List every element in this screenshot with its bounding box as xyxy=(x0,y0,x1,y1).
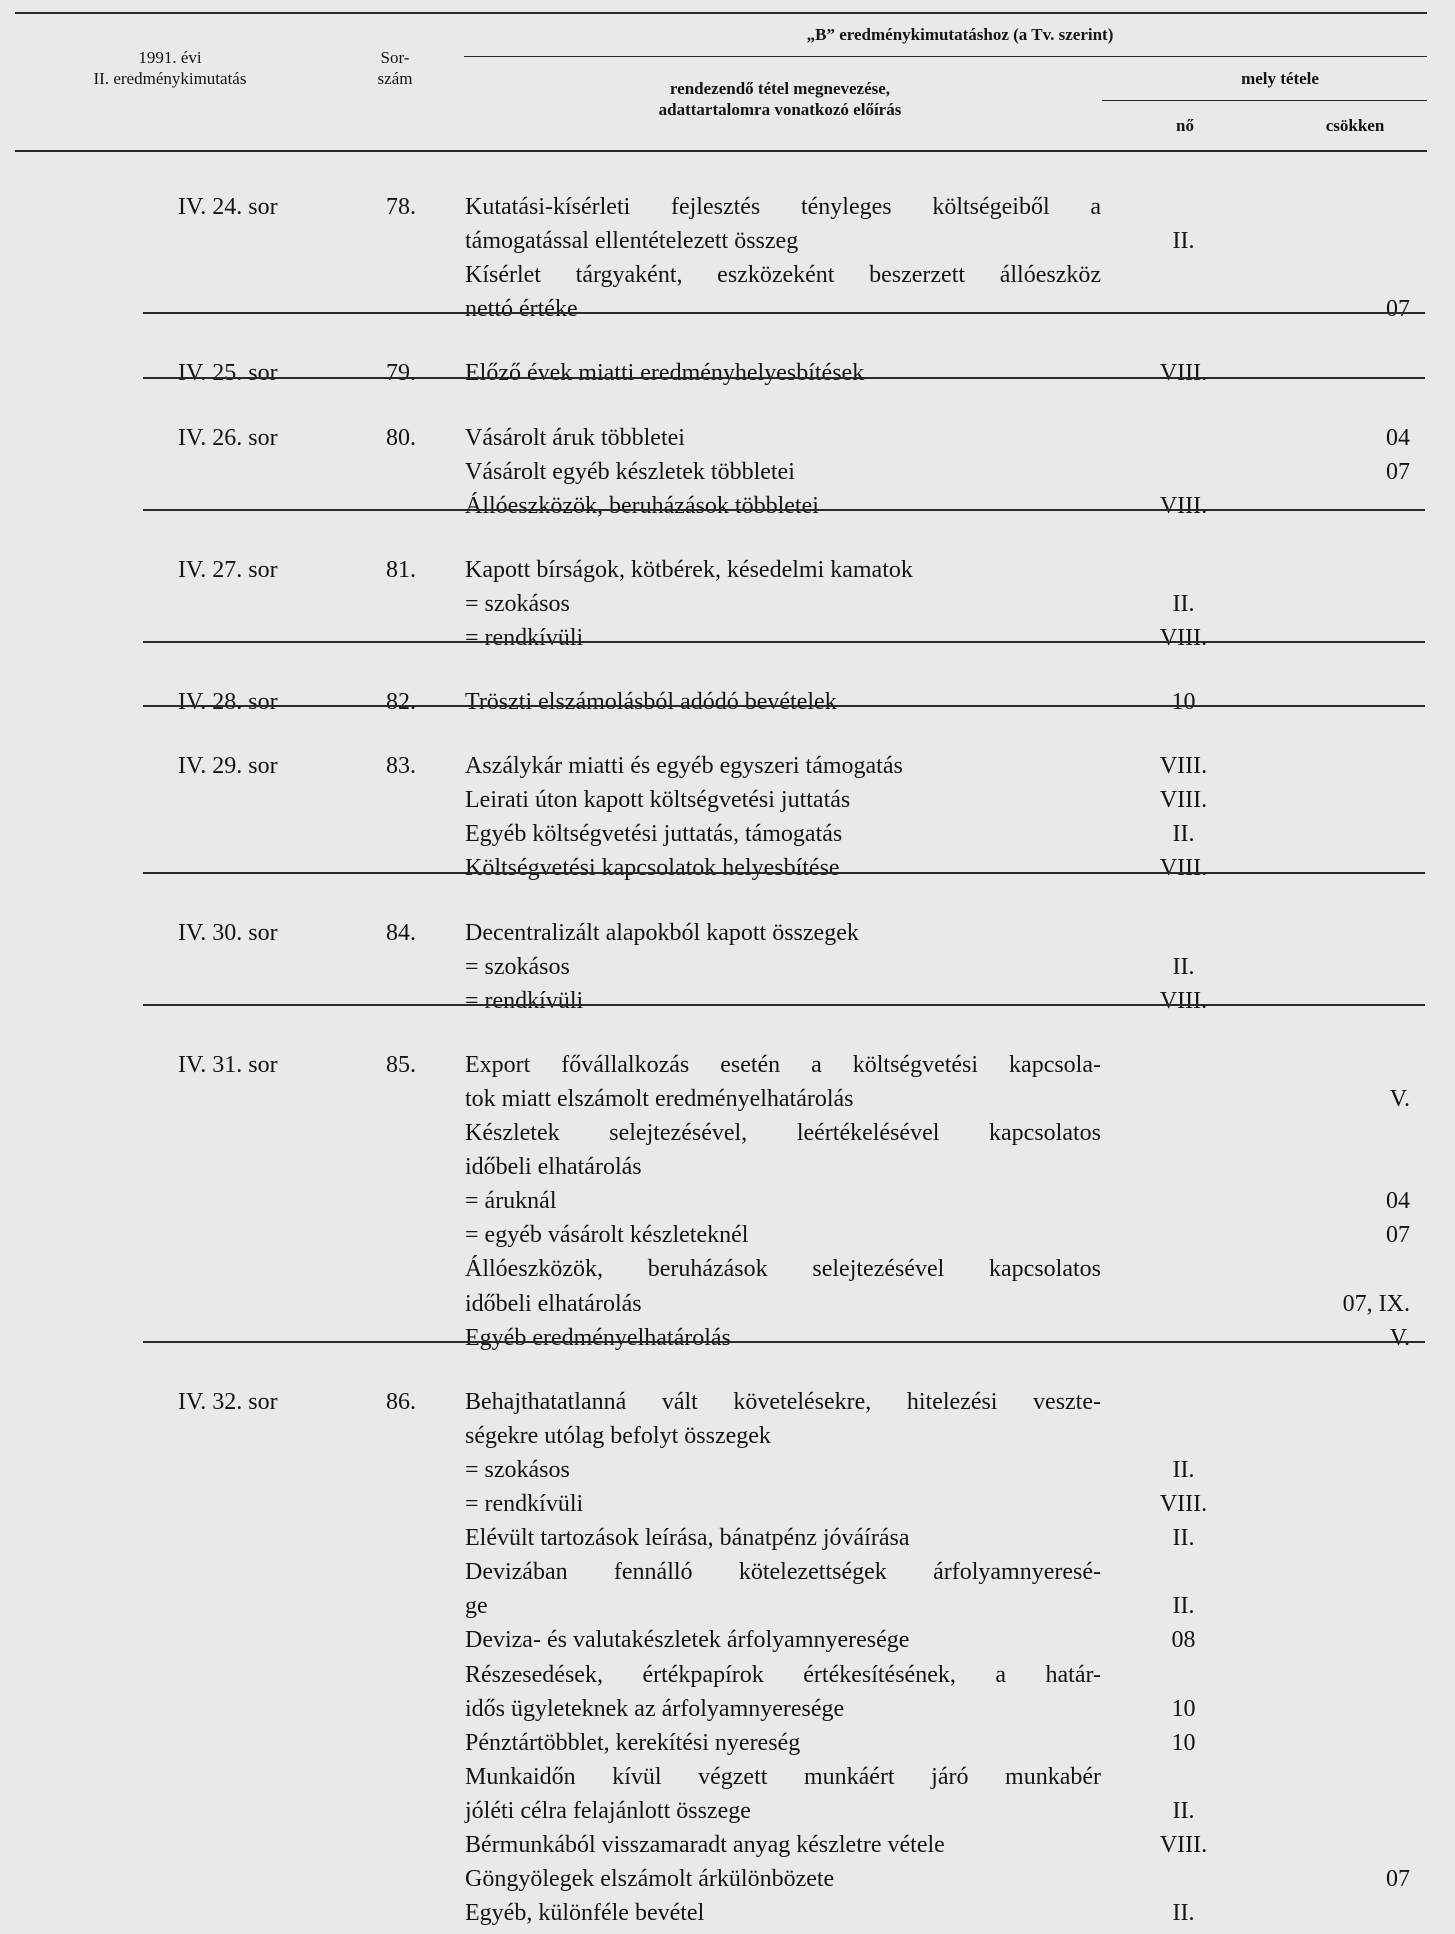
item-description: Készletek selejtezésével, leértékelésével kapcsolatos xyxy=(465,1120,1101,1147)
no-value: II. xyxy=(1172,1456,1195,1483)
item-description: Export fővállalkozás esetén a költségvetési kapcsola- xyxy=(465,1051,1101,1078)
csokken-value: 07 xyxy=(1386,1222,1410,1249)
table-row xyxy=(0,1154,1455,1188)
table-row xyxy=(0,1389,1455,1423)
row-number: 81. xyxy=(386,556,416,583)
no-value: II. xyxy=(1172,228,1195,255)
table-row xyxy=(0,1798,1455,1832)
no-value: 10 xyxy=(1171,1729,1196,1756)
item-description: Leirati úton kapott költségvetési juttatás xyxy=(465,787,851,814)
group-separator-rule xyxy=(143,705,1425,707)
row-number: 86. xyxy=(386,1388,416,1415)
item-description: Göngyölegek elszámolt árkülönbözete xyxy=(465,1866,835,1893)
item-description: = áruknál xyxy=(465,1188,557,1215)
item-description: Kapott bírságok, kötbérek, késedelmi kamatok xyxy=(465,556,913,583)
group-separator-rule xyxy=(143,509,1425,511)
item-description: Deviza- és valutakészletek árfolyamnyeresége xyxy=(465,1627,910,1654)
no-value: II. xyxy=(1172,1593,1195,1620)
group-separator-rule xyxy=(143,1341,1425,1343)
table-row xyxy=(0,1291,1455,1325)
table-row xyxy=(0,1900,1455,1934)
table-row xyxy=(0,1866,1455,1900)
table-row xyxy=(0,1696,1455,1730)
header-rule-b-title xyxy=(464,56,1427,57)
header-col3 xyxy=(560,78,1000,120)
table-row xyxy=(0,591,1455,625)
no-value: 08 xyxy=(1171,1627,1196,1654)
header-col3-line1: rendezendő tétel megnevezése, xyxy=(669,79,891,98)
table-row xyxy=(0,1832,1455,1866)
group-separator-rule xyxy=(143,872,1425,874)
row-reference: IV. 25. sor xyxy=(178,360,278,387)
item-description: időbeli elhatárolás xyxy=(465,1290,642,1317)
csokken-value: 07 xyxy=(1386,1866,1410,1893)
table-row xyxy=(0,787,1455,821)
csokken-value: 04 xyxy=(1386,424,1410,451)
csokken-value: 04 xyxy=(1386,1188,1410,1215)
table-row xyxy=(0,954,1455,988)
table-row xyxy=(0,1423,1455,1457)
table-row xyxy=(0,459,1455,493)
item-description: idős ügyleteknek az árfolyamnyeresége xyxy=(465,1695,845,1722)
item-description: nettó értéke xyxy=(465,296,578,323)
csokken-value: 07 xyxy=(1386,296,1410,323)
item-description: Kutatási-kísérleti fejlesztés tényleges költségeiből a xyxy=(465,194,1101,220)
no-value: VIII. xyxy=(1159,787,1208,814)
header-col2-line1: Sor- xyxy=(380,48,410,67)
no-value: VIII. xyxy=(1159,987,1208,1014)
table-row xyxy=(0,1222,1455,1256)
group-separator-rule xyxy=(143,312,1425,314)
table-row xyxy=(0,262,1455,296)
item-description: Vásárolt áruk többletei xyxy=(465,424,685,451)
item-description: Kísérlet tárgyaként, eszközeként beszerzett állóeszköz xyxy=(465,262,1101,289)
no-value: VIII. xyxy=(1159,855,1208,882)
row-number: 83. xyxy=(386,753,416,780)
no-value: VIII. xyxy=(1159,1832,1208,1859)
item-description: Decentralizált alapokból kapott összegek xyxy=(465,919,859,946)
table-row xyxy=(0,1491,1455,1525)
table-row xyxy=(0,1730,1455,1764)
table-row xyxy=(0,1559,1455,1593)
header-col1-line1: 1991. évi xyxy=(138,48,202,67)
item-description: Költségvetési kapcsolatok helyesbítése xyxy=(465,855,840,882)
no-value: 10 xyxy=(1171,689,1196,716)
table-row xyxy=(0,821,1455,855)
item-description: Vásárolt egyéb készletek többletei xyxy=(465,458,795,485)
table-row xyxy=(0,1764,1455,1798)
top-rule xyxy=(15,12,1427,14)
item-description: Behajthatatlanná vált követelésekre, hitelezési veszte- xyxy=(465,1388,1101,1415)
item-description: = szokásos xyxy=(465,1456,570,1483)
no-value: II. xyxy=(1172,590,1195,617)
row-number: 80. xyxy=(386,424,416,451)
no-value: II. xyxy=(1172,953,1195,980)
no-value: II. xyxy=(1172,1525,1195,1552)
header-bottom-rule xyxy=(15,150,1427,152)
table-row xyxy=(0,1627,1455,1661)
no-value: 10 xyxy=(1171,1695,1196,1722)
table-row xyxy=(0,753,1455,787)
item-description: tok miatt elszámolt eredményelhatárolás xyxy=(465,1085,854,1112)
table-row xyxy=(0,194,1455,228)
row-reference: IV. 28. sor xyxy=(178,689,278,716)
header-no: nő xyxy=(1176,116,1194,135)
table-row xyxy=(0,1052,1455,1086)
row-reference: IV. 30. sor xyxy=(178,919,278,946)
header-csokken: csökken xyxy=(1325,116,1385,135)
item-description: = szokásos xyxy=(465,590,570,617)
table-row xyxy=(0,1120,1455,1154)
no-value: II. xyxy=(1172,1900,1195,1927)
header-col1 xyxy=(40,47,300,89)
item-description: jóléti célra felajánlott összege xyxy=(465,1797,751,1824)
item-description: Állóeszközök, beruházások selejtezésével kapcsolatos xyxy=(465,1256,1101,1283)
item-description: Részesedések, értékpapírok értékesítésének, a határ- xyxy=(465,1661,1101,1688)
item-description: Tröszti elszámolásból adódó bevételek xyxy=(465,689,837,716)
no-value: VIII. xyxy=(1159,624,1208,651)
row-number: 79. xyxy=(386,360,416,387)
item-description: Munkaidőn kívül végzett munkáért járó munkabér xyxy=(465,1763,1101,1790)
table-row xyxy=(0,1457,1455,1491)
item-description: Aszálykár miatti és egyéb egyszeri támogatás xyxy=(465,753,903,780)
row-number: 78. xyxy=(386,194,416,220)
no-value: II. xyxy=(1172,821,1195,848)
item-description: = egyéb vásárolt készleteknél xyxy=(465,1222,749,1249)
table-row xyxy=(0,920,1455,954)
table-row xyxy=(0,425,1455,459)
item-description: Bérmunkából visszamaradt anyag készletre vétele xyxy=(465,1832,945,1859)
item-description: időbeli elhatárolás xyxy=(465,1154,642,1181)
row-number: 84. xyxy=(386,919,416,946)
group-separator-rule xyxy=(143,377,1425,379)
row-reference: IV. 29. sor xyxy=(178,753,278,780)
no-value: VIII. xyxy=(1159,360,1208,387)
item-description: = rendkívüli xyxy=(465,624,584,651)
table-row xyxy=(0,1086,1455,1120)
header-col1-line2: II. eredménykimutatás xyxy=(93,69,247,88)
header-col2 xyxy=(350,47,440,89)
group-separator-rule xyxy=(143,641,1425,643)
no-value: VIII. xyxy=(1159,753,1208,780)
table-row xyxy=(0,557,1455,591)
no-value: VIII. xyxy=(1159,492,1208,519)
header-mely-tetele: mely tétele xyxy=(1241,69,1319,88)
no-value: II. xyxy=(1172,1797,1195,1824)
row-reference: IV. 27. sor xyxy=(178,556,278,583)
header-b-title: „B” eredménykimutatáshoz (a Tv. szerint) xyxy=(806,25,1114,44)
item-description: Előző évek miatti eredményhelyesbítések xyxy=(465,360,865,387)
csokken-value: V. xyxy=(1389,1085,1410,1112)
item-description: Egyéb, különféle bevétel xyxy=(465,1900,705,1927)
item-description: Egyéb eredményelhatárolás xyxy=(465,1324,731,1351)
csokken-value: 07, IX. xyxy=(1342,1290,1410,1317)
row-reference: IV. 31. sor xyxy=(178,1051,278,1078)
group-separator-rule xyxy=(143,1004,1425,1006)
item-description: Állóeszközök, beruházások többletei xyxy=(465,492,819,519)
table-row xyxy=(0,1593,1455,1627)
row-number: 82. xyxy=(386,689,416,716)
row-reference: IV. 26. sor xyxy=(178,424,278,451)
item-description: támogatással ellentételezett összeg xyxy=(465,228,799,255)
table-row xyxy=(0,1188,1455,1222)
csokken-value: 07 xyxy=(1386,458,1410,485)
header-col2-line2: szám xyxy=(377,69,413,88)
no-value: VIII. xyxy=(1159,1491,1208,1518)
item-description: Egyéb költségvetési juttatás, támogatás xyxy=(465,821,843,848)
table-row xyxy=(0,1525,1455,1559)
item-description: ségekre utólag befolyt összegek xyxy=(465,1422,771,1449)
item-description: Pénztártöbblet, kerekítési nyereség xyxy=(465,1729,801,1756)
header-rule-mely xyxy=(1102,100,1427,101)
header-col3-line2: adattartalomra vonatkozó előírás xyxy=(658,100,902,119)
item-description: Devizában fennálló kötelezettségek árfolyamnyeresé- xyxy=(465,1559,1101,1586)
row-reference: IV. 32. sor xyxy=(178,1388,278,1415)
row-reference: IV. 24. sor xyxy=(178,194,278,220)
item-description: = rendkívüli xyxy=(465,1491,584,1518)
table-row xyxy=(0,1256,1455,1290)
table-row xyxy=(0,228,1455,262)
item-description: = rendkívüli xyxy=(465,987,584,1014)
item-description: Elévült tartozások leírása, bánatpénz jóváírása xyxy=(465,1525,910,1552)
item-description: = szokásos xyxy=(465,953,570,980)
row-number: 85. xyxy=(386,1051,416,1078)
item-description: ge xyxy=(465,1593,488,1620)
csokken-value: V. xyxy=(1389,1324,1410,1351)
table-row xyxy=(0,1662,1455,1696)
